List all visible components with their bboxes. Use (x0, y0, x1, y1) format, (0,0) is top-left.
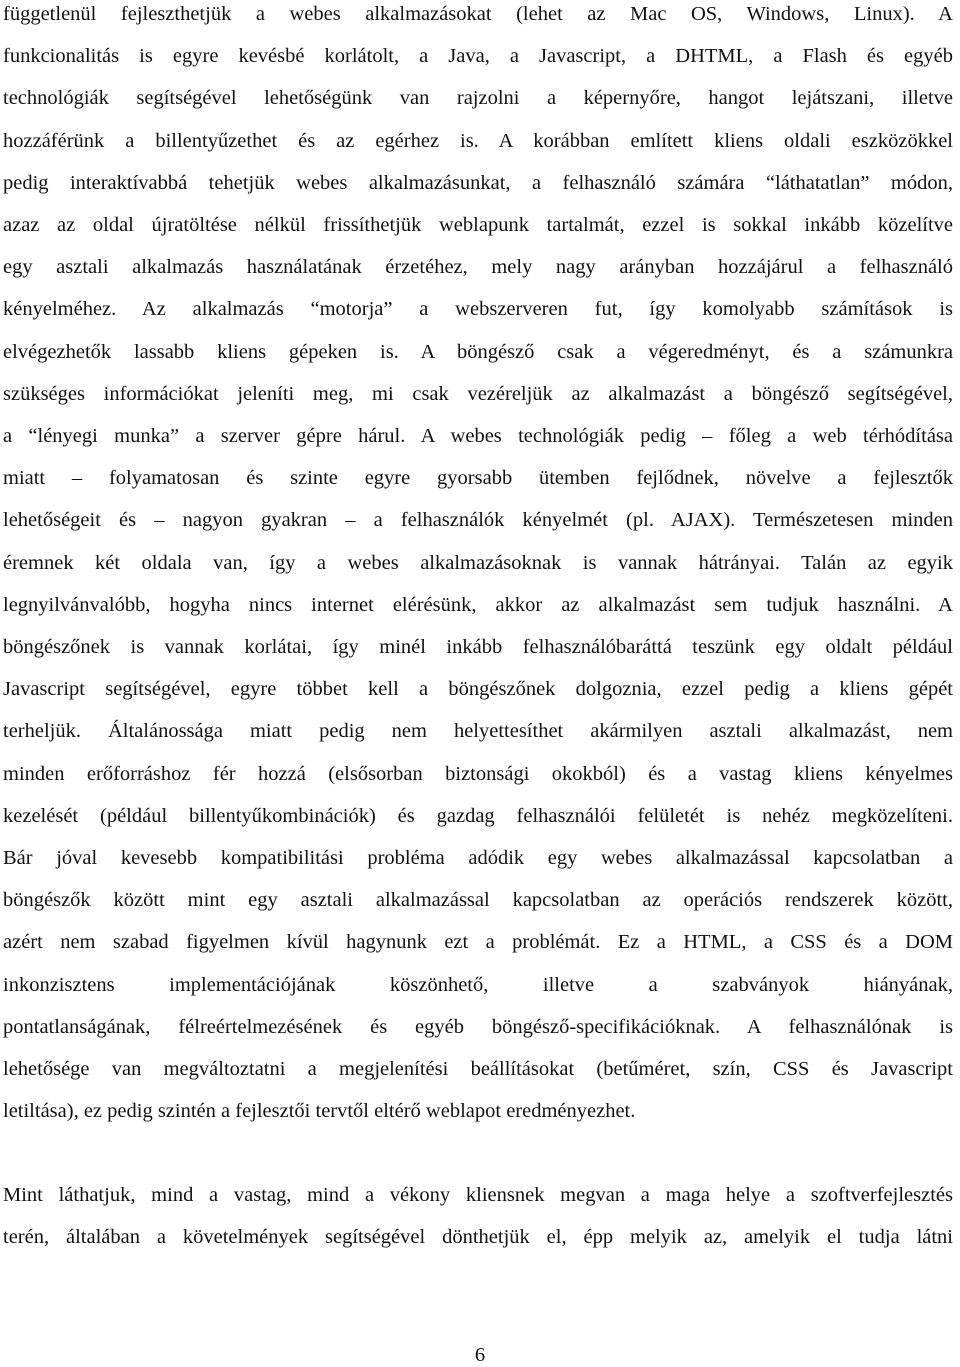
text-line: pedig interaktívabbá tehetjük webes alkalmazásunkat, a felhasználó számára “láthatatlan” módon, (3, 171, 953, 194)
text-line: kényelméhez. Az alkalmazás “motorja” a webszerveren fut, így komolyabb számítások is (3, 298, 953, 321)
page-number: 6 (474, 1344, 486, 1366)
text-line: lehetőségeit és – nagyon gyakran – a felhasználók kényelmét (pl. AJAX). Természetesen minden (3, 509, 953, 532)
text-line: miatt – folyamatosan és szinte egyre gyorsabb ütemben fejlődnek, növelve a fejlesztők (3, 467, 953, 490)
text-line: Mint láthatjuk, mind a vastag, mind a vékony kliensnek megvan a maga helye a szoftverfejlesztés (3, 1184, 953, 1206)
text-line: azaz az oldal újratöltése nélkül frissíthetjük weblapunk tartalmát, ezzel is sokkal inkább közelítve (3, 214, 953, 236)
text-line: Bár jóval kevesebb kompatibilitási probléma adódik egy webes alkalmazással kapcsolatban a (3, 847, 953, 869)
text-line: szükséges információkat jeleníti meg, mi csak vezéreljük az alkalmazást a böngésző segítségével, (3, 382, 953, 405)
text-line: minden erőforráshoz fér hozzá (elsősorban biztonsági okokból) és a vastag kliens kényelmes (3, 762, 953, 785)
text-line: azért nem szabad figyelmen kívül hagynunk ezt a problémát. Ez a HTML, a CSS és a DOM (3, 931, 953, 954)
text-line: funkcionalitás is egyre kevésbé korlátolt, a Java, a Javascript, a DHTML, a Flash és egyéb (3, 45, 953, 68)
text-line: függetlenül fejleszthetjük a webes alkalmazásokat (lehet az Mac OS, Windows, Linux). A (3, 3, 953, 25)
text-line: technológiák segítségével lehetőségünk van rajzolni a képernyőre, hangot lejátszani, illetve (3, 87, 953, 110)
text-line: inkonzisztens implementációjának köszönhető, illetve a szabványok hiányának, (3, 973, 953, 996)
text-line: Javascript segítségével, egyre többet kell a böngészőnek dolgoznia, ezzel pedig a kliens gépét (3, 678, 953, 701)
text-line: lehetősége van megváltoztatni a megjelenítési beállításokat (betűméret, szín, CSS és Javascript (3, 1058, 953, 1080)
text-line: pontatlanságának, félreértelmezésének és egyéb böngésző-specifikációknak. A felhasználónak is (3, 1015, 953, 1038)
text-line: böngészők között mint egy asztali alkalmazással kapcsolatban az operációs rendszerek között, (3, 889, 953, 912)
text-line: böngészőnek is vannak korlátai, így minél inkább felhasználóbaráttá teszünk egy oldalt például (3, 636, 953, 658)
text-line: kezelését (például billentyűkombinációk) és gazdag felhasználói felületét is nehéz megközelíteni. (3, 804, 953, 827)
text-line: éremnek két oldala van, így a webes alkalmazásoknak is vannak hátrányai. Talán az egyik (3, 551, 953, 574)
text-line: a “lényegi munka” a szerver gépre hárul. A webes technológiák pedig – főleg a web térhódítása (3, 425, 953, 447)
text-line: elvégezhetők lassabb kliens gépeken is. A böngésző csak a végeredményt, és a számunkra (3, 340, 953, 363)
text-line: egy asztali alkalmazás használatának érzetéhez, mely nagy arányban hozzájárul a felhasználó (3, 256, 953, 279)
text-line: hozzáférünk a billentyűzethet és az egérhez is. A korábban említett kliens oldali eszközökkel (3, 129, 953, 152)
text-line: letiltása), ez pedig szintén a fejlesztői tervtől eltérő weblapot eredményezhet. (3, 1100, 636, 1123)
text-line: terén, általában a követelmények segítségével dönthetjük el, épp melyik az, amelyik el tudja látni (3, 1226, 953, 1248)
text-line: legnyilvánvalóbb, hogyha nincs internet elérésünk, akkor az alkalmazást sem tudjuk használni. A (3, 593, 953, 616)
text-line: terheljük. Általánossága miatt pedig nem helyettesíthet akármilyen asztali alkalmazást, nem (3, 720, 953, 743)
